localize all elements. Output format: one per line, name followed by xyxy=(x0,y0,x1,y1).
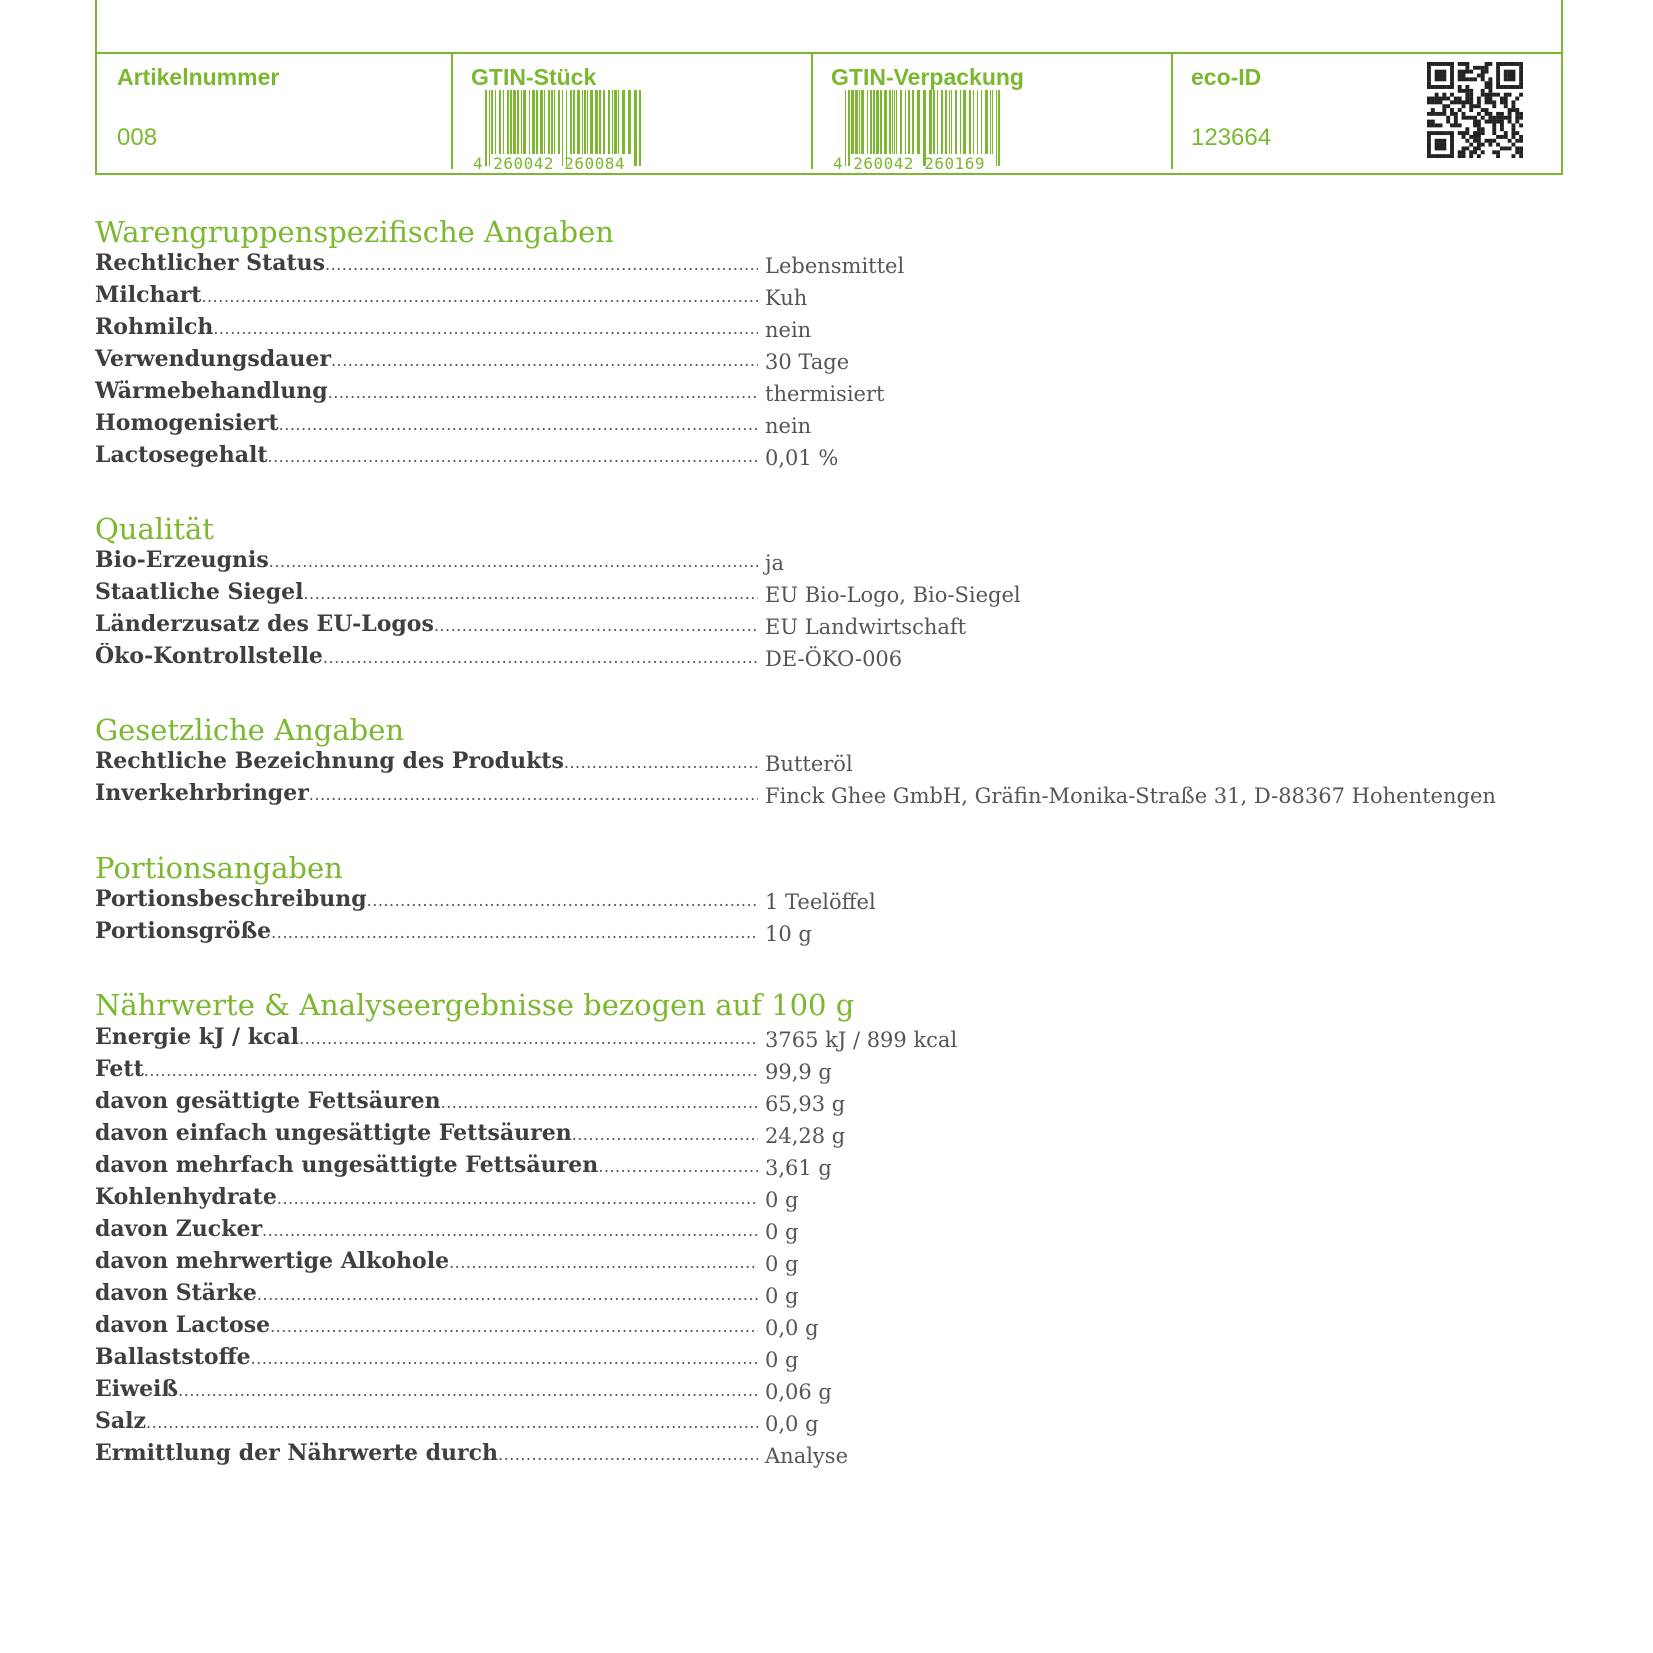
qr-code-icon xyxy=(1427,62,1523,158)
spec-row xyxy=(95,1408,1555,1440)
spec-row xyxy=(95,442,1555,474)
eco-id-label: eco-ID xyxy=(1191,64,1262,90)
spec-row xyxy=(95,1312,1555,1344)
spec-label: Rechtliche Bezeichnung des Produkts ..... xyxy=(95,748,758,778)
spec-value: 0 g xyxy=(765,1220,799,1244)
spec-row xyxy=(95,611,1555,643)
spec-row xyxy=(95,918,1555,950)
spec-row xyxy=(95,1152,1555,1184)
product-id-box xyxy=(95,0,1563,175)
gtin-verpackung-label: GTIN-Verpackung xyxy=(831,64,1024,90)
spec-value: nein xyxy=(765,318,812,342)
spec-row xyxy=(95,1344,1555,1376)
artikelnummer-value: 008 xyxy=(117,124,158,151)
spec-row xyxy=(95,250,1555,282)
spec-label: Homogenisiert ..... xyxy=(95,410,758,440)
spec-row xyxy=(95,748,1555,780)
spec-value: nein xyxy=(765,414,812,438)
spec-row xyxy=(95,346,1555,378)
spec-value: Lebensmittel xyxy=(765,254,905,278)
spec-value: DE-ÖKO-006 xyxy=(765,647,903,671)
spec-value: 0 g xyxy=(765,1348,799,1372)
spec-label: davon Stärke ..... xyxy=(95,1280,758,1310)
spec-label: Milchart ..... xyxy=(95,282,758,312)
spec-value: 99,9 g xyxy=(765,1060,832,1084)
spec-label: Bio-Erzeugnis ..... xyxy=(95,547,758,577)
spec-row xyxy=(95,282,1555,314)
spec-value: 0,01 % xyxy=(765,446,839,470)
artikelnummer-cell xyxy=(97,54,451,173)
spec-value: 10 g xyxy=(765,922,812,946)
gtin-stueck-cell xyxy=(451,54,811,173)
spec-row xyxy=(95,547,1555,579)
spec-row xyxy=(95,314,1555,346)
gtin-stueck-label: GTIN-Stück xyxy=(471,64,597,90)
spec-label: Fett ..... xyxy=(95,1056,758,1086)
spec-label: Ermittlung der Nährwerte durch ..... xyxy=(95,1440,758,1470)
spec-row xyxy=(95,886,1555,918)
spec-row xyxy=(95,378,1555,410)
spec-row xyxy=(95,1216,1555,1248)
section-title-naehrwerte: Nährwerte & Analyseergebnisse bezogen auf 100 g xyxy=(95,988,855,1022)
spec-label: Lactosegehalt ..... xyxy=(95,442,758,472)
gtin-verpackung-digits: 4 260042 260169 xyxy=(833,154,985,173)
spec-label: Kohlenhydrate ..... xyxy=(95,1184,758,1214)
spec-label: davon Zucker ..... xyxy=(95,1216,758,1246)
spec-value: thermisiert xyxy=(765,382,885,406)
spec-row xyxy=(95,579,1555,611)
product-id-row xyxy=(97,52,1561,173)
gtin-stueck-barcode xyxy=(473,90,653,174)
gtin-stueck-digits: 4 260042 260084 xyxy=(473,154,625,173)
spec-row xyxy=(95,1056,1555,1088)
spec-row xyxy=(95,1376,1555,1408)
gtin-verpackung-cell xyxy=(811,54,1171,173)
spec-value: Analyse xyxy=(765,1444,848,1468)
artikelnummer-label: Artikelnummer xyxy=(117,64,280,90)
spec-value: 0 g xyxy=(765,1252,799,1276)
spec-label: Portionsgröße ..... xyxy=(95,918,758,948)
spec-label: Eiweiß ..... xyxy=(95,1376,758,1406)
spec-label: Rechtlicher Status ..... xyxy=(95,250,758,280)
spec-row xyxy=(95,1024,1555,1056)
eco-id-value: 123664 xyxy=(1191,124,1272,151)
spec-row xyxy=(95,1120,1555,1152)
spec-label: davon mehrfach ungesättigte Fettsäuren ..... xyxy=(95,1152,758,1182)
spec-value: 3765 kJ / 899 kcal xyxy=(765,1028,958,1052)
spec-value: EU Bio-Logo, Bio-Siegel xyxy=(765,583,1021,607)
spec-label: davon gesättigte Fettsäuren ..... xyxy=(95,1088,758,1118)
spec-value: 0 g xyxy=(765,1284,799,1308)
spec-label: Öko-Kontrollstelle ..... xyxy=(95,643,758,673)
spec-row xyxy=(95,780,1555,812)
gtin-verpackung-barcode xyxy=(833,90,1013,174)
spec-label: Inverkehrbringer ..... xyxy=(95,780,758,810)
spec-value: Finck Ghee GmbH, Gräfin-Monika-Straße 31, D-88367 Hohentengen xyxy=(765,784,1496,808)
section-title-warengruppen: Warengruppenspezifische Angaben xyxy=(95,215,614,249)
section-title-qualitaet: Qualität xyxy=(95,512,214,546)
section-title-gesetzlich: Gesetzliche Angaben xyxy=(95,713,405,747)
spec-label: davon Lactose ..... xyxy=(95,1312,758,1342)
spec-row xyxy=(95,1184,1555,1216)
spec-label: Rohmilch ..... xyxy=(95,314,758,344)
spec-value: 1 Teelöffel xyxy=(765,890,876,914)
spec-label: davon mehrwertige Alkohole ..... xyxy=(95,1248,758,1278)
section-title-portion: Portionsangaben xyxy=(95,851,343,885)
spec-row xyxy=(95,1248,1555,1280)
spec-label: Salz ..... xyxy=(95,1408,758,1438)
spec-label: davon einfach ungesättigte Fettsäuren ..... xyxy=(95,1120,758,1150)
spec-label: Energie kJ / kcal ..... xyxy=(95,1024,758,1054)
spec-value: 0,06 g xyxy=(765,1380,832,1404)
spec-label: Ballaststoffe ..... xyxy=(95,1344,758,1374)
spec-row xyxy=(95,410,1555,442)
spec-row xyxy=(95,643,1555,675)
spec-value: 24,28 g xyxy=(765,1124,846,1148)
spec-row xyxy=(95,1088,1555,1120)
spec-label: Portionsbeschreibung ..... xyxy=(95,886,758,916)
spec-value: ja xyxy=(765,551,785,575)
spec-value: 0 g xyxy=(765,1188,799,1212)
spec-value: 30 Tage xyxy=(765,350,850,374)
spec-value: Butteröl xyxy=(765,752,853,776)
spec-row xyxy=(95,1280,1555,1312)
spec-label: Verwendungsdauer ..... xyxy=(95,346,758,376)
spec-value: Kuh xyxy=(765,286,808,310)
spec-value: EU Landwirtschaft xyxy=(765,615,967,639)
spec-row xyxy=(95,1440,1555,1472)
spec-value: 65,93 g xyxy=(765,1092,846,1116)
eco-id-cell xyxy=(1171,54,1561,173)
spec-value: 3,61 g xyxy=(765,1156,832,1180)
spec-value: 0,0 g xyxy=(765,1316,819,1340)
spec-label: Staatliche Siegel ..... xyxy=(95,579,758,609)
spec-value: 0,0 g xyxy=(765,1412,819,1436)
spec-label: Wärmebehandlung ..... xyxy=(95,378,758,408)
spec-label: Länderzusatz des EU-Logos ..... xyxy=(95,611,758,641)
